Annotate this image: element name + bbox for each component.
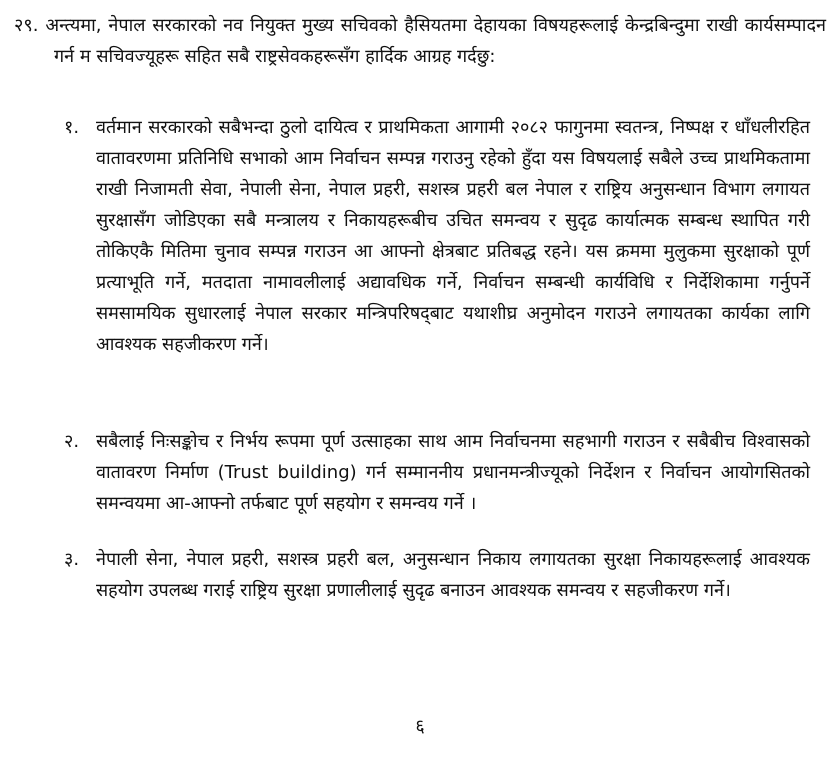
intro-paragraph: २९. अन्त्यमा, नेपाल सरकारको नव नियुक्त मुख्य सचिवको हैसियतमा देहायका विषयहरूलाई केन्द्रबिन्दुमा राखी कार्यसम्पादन गर्न म सचिवज्यूहरू सहित सबै राष्ट्रसेवकहरूसँग हार्दिक आग्रह गर्दछु:: [14, 15, 826, 67]
list-item: [66, 426, 810, 519]
list-item-text: वर्तमान सरकारको सबैभन्दा ठुलो दायित्व र प्राथमिकता आगामी २०८२ फागुनमा स्वतन्त्र, निष्पक्ष र धाँधलीरहित वातावरणमा प्रतिनिधि सभाको आम निर्वाचन सम्पन्न गराउनु रहेको हुँदा यस विषयलाई सबैले उच्च प्राथमिकतामा राखी निजामती सेवा, नेपाली सेना, नेपाल प्रहरी, सशस्त्र प्रहरी बल नेपाल र राष्ट्रिय अनुसन्धान विभाग लगायत सुरक्षासँग जोडिएका सबै मन्त्रालय र निकायहरूबीच उचित समन्वय र सुदृढ कार्यात्मक सम्बन्ध स्थापित गरी तोकिएकै मितिमा चुनाव सम्पन्न गराउन आ आफ्नो क्षेत्रबाट प्रतिबद्ध रहने। यस क्रममा मुलुकमा सुरक्षाको पूर्ण प्रत्याभूति गर्ने, मतदाता नामावलीलाई अद्यावधिक गर्ने, निर्वाचन सम्बन्धी कार्यविधि र निर्देशिकामा गर्नुपर्ने समसामयिक सुधारलाई नेपाल सरकार मन्त्रिपरिषद्‌बाट यथाशीघ्र अनुमोदन गराउने लगायतका कार्यका लागि आवश्यक सहजीकरण गर्ने।: [96, 117, 810, 355]
list-item-text: सबैलाई निःसङ्कोच र निर्भय रूपमा पूर्ण उत्साहका साथ आम निर्वाचनमा सहभागी गराउन र सबैबीच विश्वासको वातावरण निर्माण (Trust building) गर्न सम्माननीय प्रधानमन्त्रीज्यूको निर्देशन र निर्वाचन आयोगसितको समन्वयमा आ-आफ्नो तर्फबाट पूर्ण सहयोग र समन्वय गर्ने ।: [96, 431, 810, 514]
page-number: ६: [415, 716, 425, 737]
list-item: [66, 112, 810, 360]
list-item-number: १.: [64, 117, 80, 138]
list-item-number: २.: [64, 431, 80, 452]
list-item-number: ३.: [64, 549, 80, 570]
list-item-text: नेपाली सेना, नेपाल प्रहरी, सशस्त्र प्रहरी बल, अनुसन्धान निकाय लगायतका सुरक्षा निकायहरूलाई आवश्यक सहयोग उपलब्ध गराई राष्ट्रिय सुरक्षा प्रणालीलाई सुदृढ बनाउन आवश्यक समन्वय र सहजीकरण गर्ने।: [96, 549, 810, 601]
list-item: [66, 544, 810, 606]
